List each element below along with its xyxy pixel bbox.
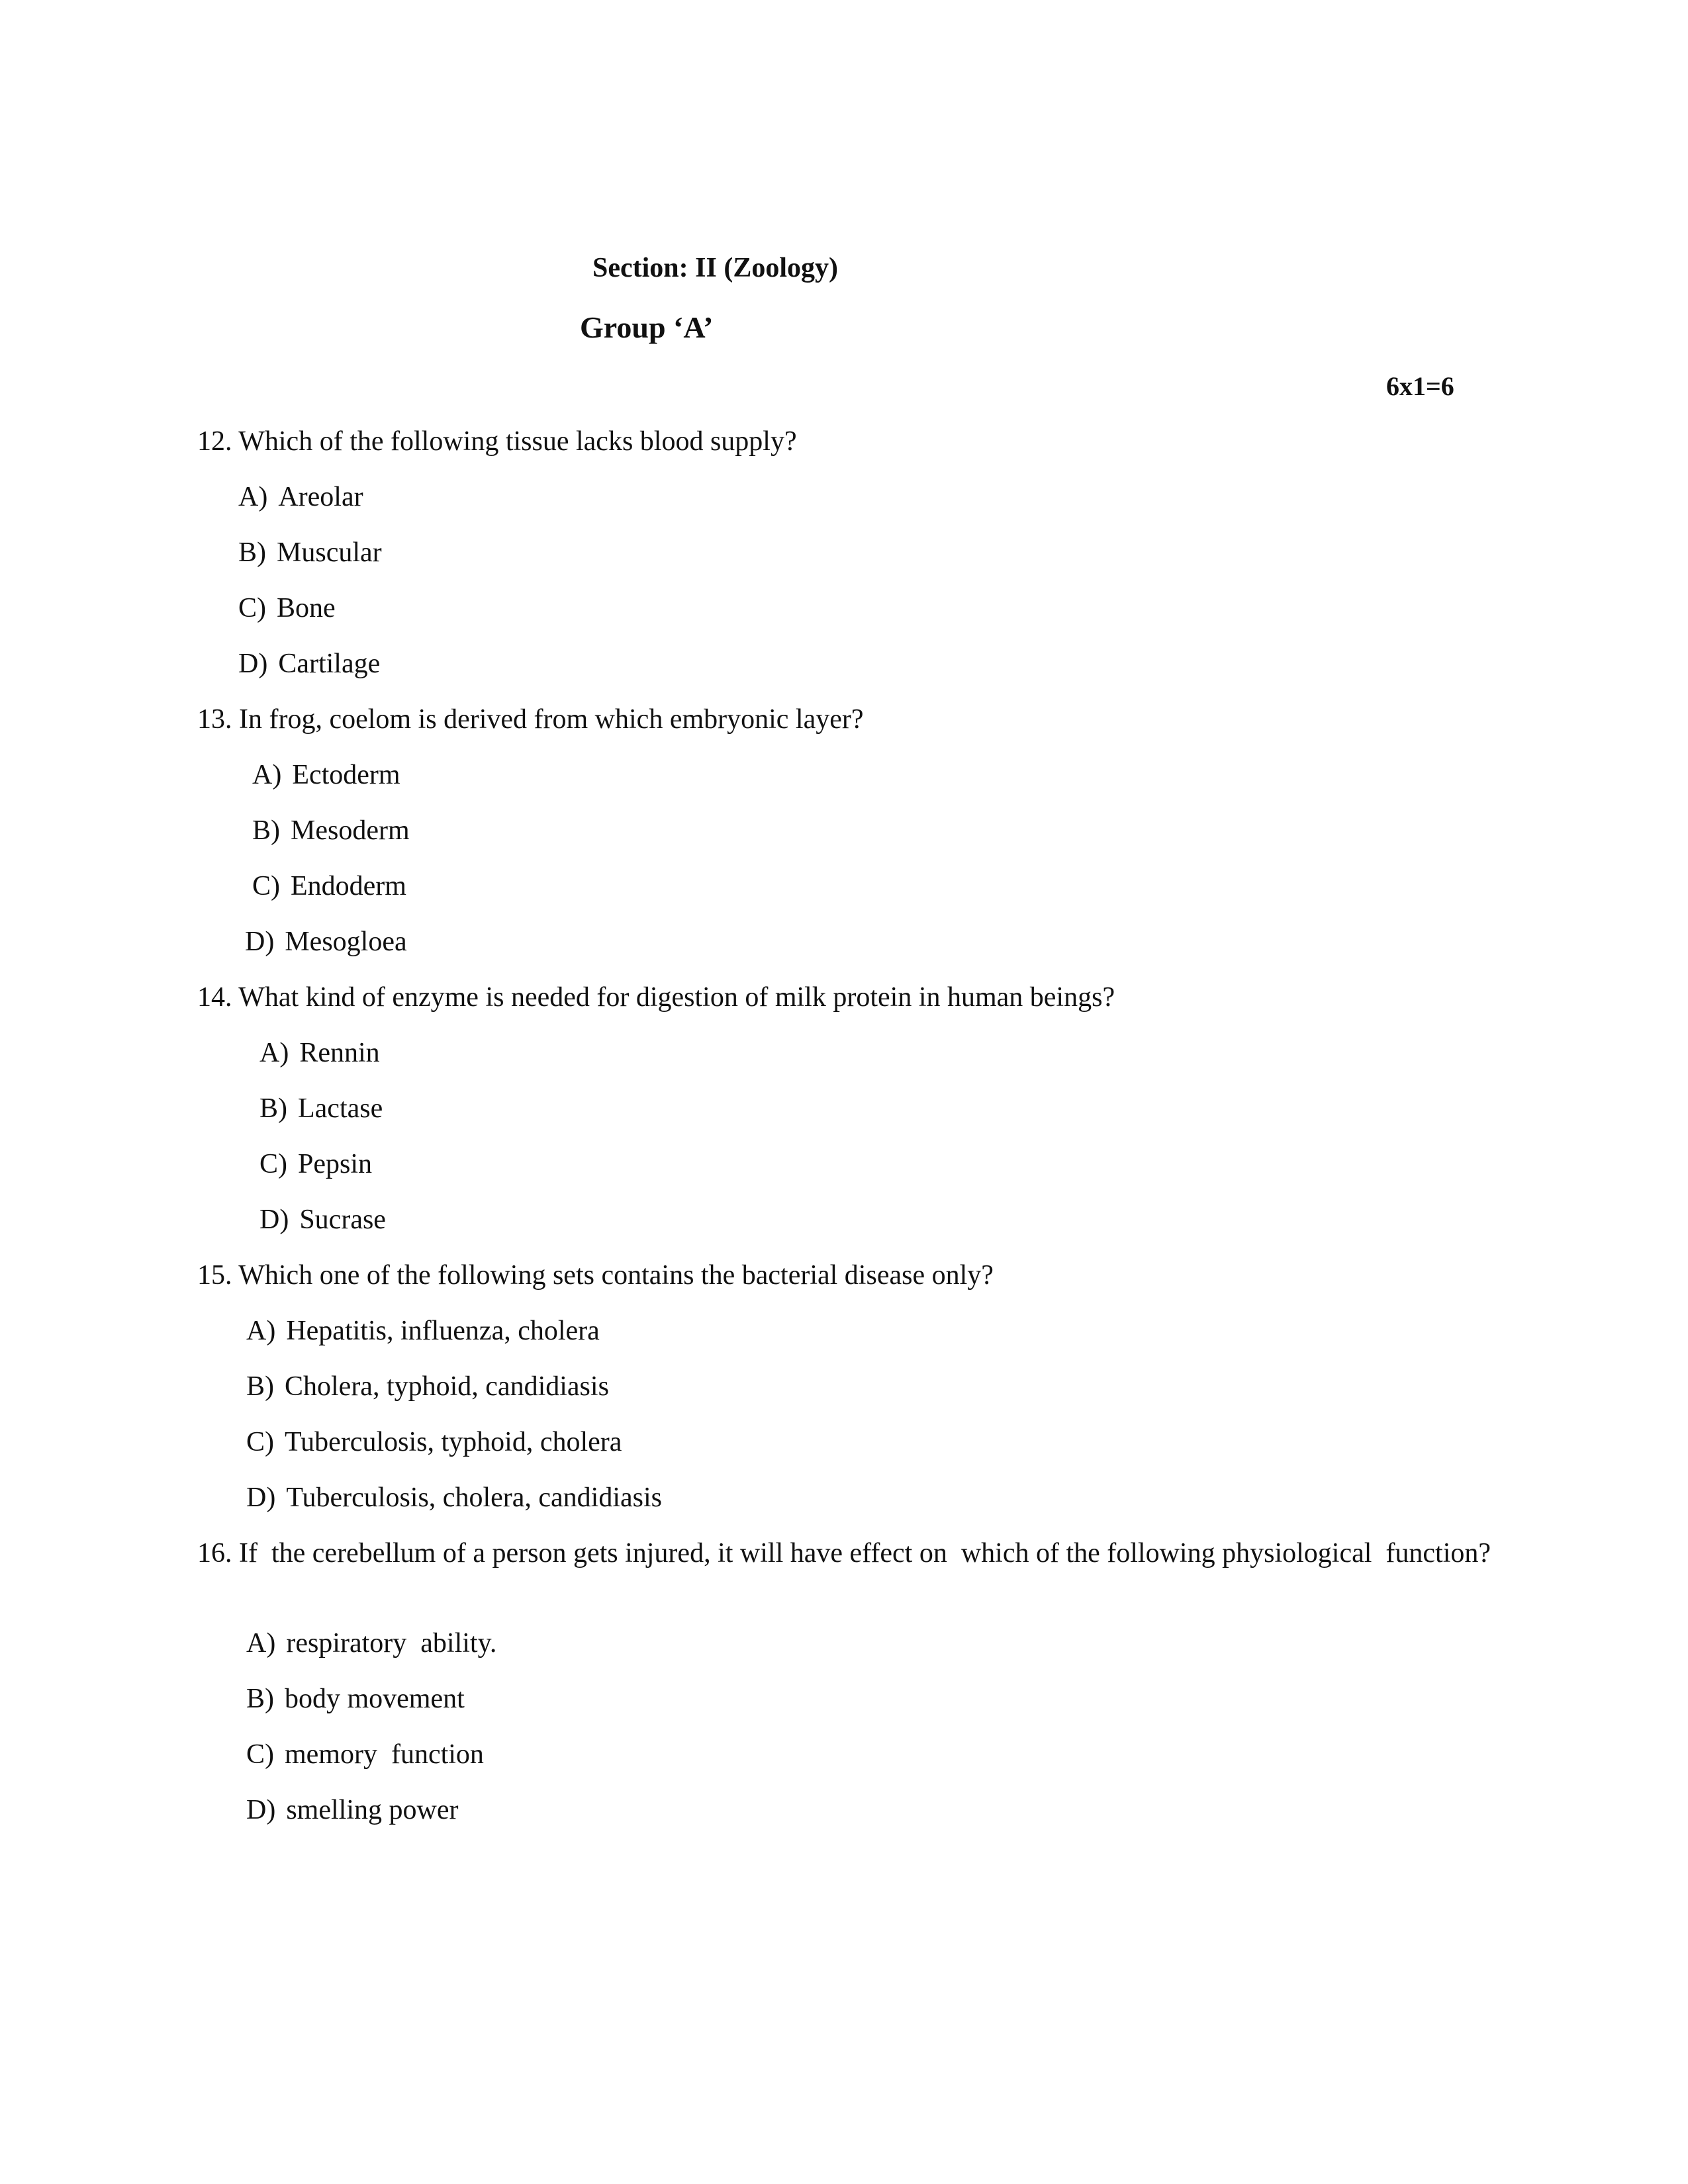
option-text: Lactase xyxy=(298,1093,383,1124)
option-text: Pepsin xyxy=(298,1149,373,1179)
option-letter: D) xyxy=(259,1205,289,1235)
option-letter: D) xyxy=(238,649,268,679)
question-14-option-b xyxy=(259,1092,383,1125)
question-13 xyxy=(197,703,864,736)
section-title: Section: II (Zoology) xyxy=(592,253,838,283)
question-14-option-c xyxy=(259,1148,372,1181)
question-15-option-c xyxy=(246,1426,622,1459)
question-text: In frog, coelom is derived from which embryonic layer? xyxy=(239,704,864,735)
question-12-option-c xyxy=(238,592,336,625)
question-number: 14. xyxy=(197,982,232,1013)
option-text: smelling power xyxy=(286,1795,459,1825)
question-12-option-a xyxy=(238,480,363,514)
option-letter: C) xyxy=(259,1149,287,1179)
option-text: Hepatitis, influenza, cholera xyxy=(286,1316,600,1346)
option-text: Tuberculosis, cholera, candidiasis xyxy=(286,1482,663,1513)
option-letter: A) xyxy=(246,1628,276,1659)
option-text: Endoderm xyxy=(291,871,406,901)
option-letter: C) xyxy=(252,871,280,901)
option-text: Cartilage xyxy=(278,649,381,679)
option-letter: C) xyxy=(238,593,266,623)
option-letter: A) xyxy=(246,1316,276,1346)
question-16-option-b xyxy=(246,1682,465,1715)
option-letter: A) xyxy=(252,760,282,790)
option-letter: D) xyxy=(245,927,275,957)
option-letter: B) xyxy=(246,1371,274,1402)
question-number: 15. xyxy=(197,1260,232,1291)
option-text: body movement xyxy=(285,1684,465,1714)
question-number: 16. xyxy=(197,1538,232,1569)
option-text: Tuberculosis, typhoid, cholera xyxy=(285,1427,622,1457)
option-text: memory function xyxy=(285,1739,484,1770)
option-letter: B) xyxy=(259,1093,287,1124)
question-16 xyxy=(197,1537,1491,1570)
question-14-option-a xyxy=(259,1036,380,1069)
question-14 xyxy=(197,981,1115,1014)
question-15 xyxy=(197,1259,994,1292)
option-text: Ectoderm xyxy=(292,760,400,790)
question-number: 13. xyxy=(197,704,232,735)
option-text: Areolar xyxy=(278,482,363,512)
marks-allocation: 6x1=6 xyxy=(1386,371,1454,401)
question-14-option-d xyxy=(259,1203,386,1236)
option-letter: A) xyxy=(238,482,268,512)
option-letter: D) xyxy=(246,1795,276,1825)
question-15-option-d xyxy=(246,1481,662,1514)
option-text: Cholera, typhoid, candidiasis xyxy=(285,1371,609,1402)
option-letter: C) xyxy=(246,1427,274,1457)
option-letter: B) xyxy=(238,537,266,568)
question-text: What kind of enzyme is needed for digestion of milk protein in human beings? xyxy=(238,982,1115,1013)
question-12 xyxy=(197,425,797,458)
option-text: Bone xyxy=(277,593,336,623)
option-letter: B) xyxy=(252,815,280,846)
question-number: 12. xyxy=(197,426,232,457)
option-letter: D) xyxy=(246,1482,276,1513)
question-12-option-b xyxy=(238,536,382,569)
option-text: Mesoderm xyxy=(291,815,410,846)
question-15-option-b xyxy=(246,1370,609,1403)
option-text: Rennin xyxy=(299,1038,380,1068)
group-title: Group ‘A’ xyxy=(580,310,714,344)
option-letter: A) xyxy=(259,1038,289,1068)
question-16-option-c xyxy=(246,1738,484,1771)
question-13-option-a xyxy=(252,758,400,792)
question-13-option-c xyxy=(252,870,406,903)
option-text: respiratory ability. xyxy=(286,1628,497,1659)
question-15-option-a xyxy=(246,1314,600,1347)
option-text: Sucrase xyxy=(299,1205,386,1235)
question-16-option-d xyxy=(246,1794,458,1827)
question-text: If the cerebellum of a person gets injured, it will have effect on which of the following physiological function? xyxy=(239,1538,1491,1569)
option-text: Muscular xyxy=(277,537,382,568)
option-letter: C) xyxy=(246,1739,274,1770)
question-13-option-b xyxy=(252,814,410,847)
question-text: Which one of the following sets contains the bacterial disease only? xyxy=(238,1260,994,1291)
question-13-option-d xyxy=(245,925,407,958)
option-text: Mesogloea xyxy=(285,927,407,957)
question-12-option-d xyxy=(238,647,380,680)
option-letter: B) xyxy=(246,1684,274,1714)
question-16-option-a xyxy=(246,1627,496,1660)
question-text: Which of the following tissue lacks blood supply? xyxy=(238,426,797,457)
